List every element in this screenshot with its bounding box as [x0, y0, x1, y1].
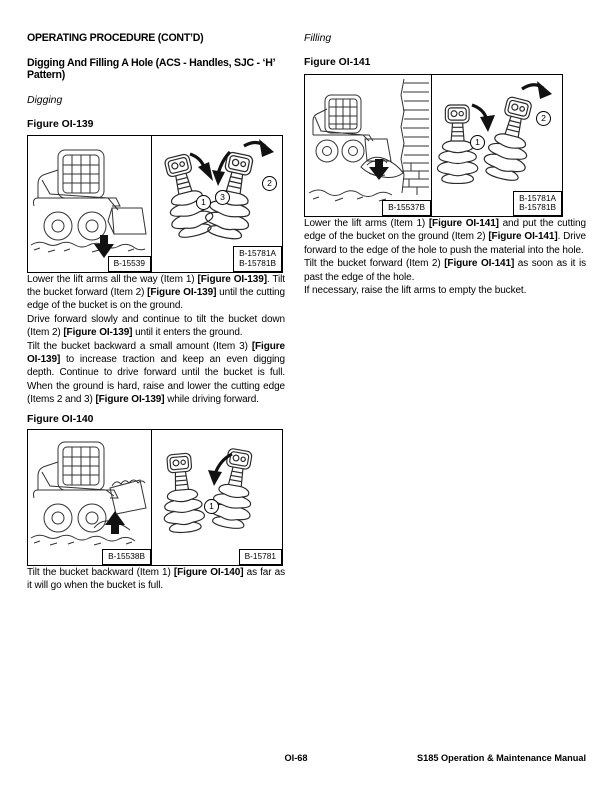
figure-oi140-joystick-panel [151, 430, 282, 565]
figure-oi139-title: Figure OI-139 [27, 118, 94, 130]
item-number-badge: 1 [196, 195, 211, 210]
manual-title: S185 Operation & Maintenance Manual [417, 753, 586, 763]
figure-oi140-title: Figure OI-140 [27, 413, 94, 425]
paragraph: Lower the lift arms (Item 1) [Figure OI-141] and put the cutting edge of the bucket on the ground (Item 2) [Figure OI-141]. Drive forward to the edge of the hole to push the material into the hole. [304, 218, 586, 256]
right-column [304, 0, 586, 297]
loader-filling-illustration [305, 75, 431, 213]
paragraph: Tilt the bucket backward a small amount (Item 3) [Figure OI-139] to increase traction and keep an even digging depth. Continue to drive forward until the bucket is full. When the ground is hard, raise and lower the cutting edge (Items 2 and 3) [Figure OI-139] while driving forward. [27, 340, 285, 406]
loader-full-bucket-illustration [28, 430, 151, 562]
item-number-badge: 1 [470, 135, 485, 150]
arrow-down-icon [94, 235, 114, 258]
figure-oi140-loader-panel [28, 430, 151, 565]
paragraph: If necessary, raise the lift arms to empty the bucket. [304, 285, 527, 297]
figure-oi140 [27, 429, 283, 566]
figure-oi139-joystick-panel [151, 136, 282, 272]
section-heading: OPERATING PROCEDURE (CONT’D) [27, 32, 204, 44]
figure-caption: B-15781A B-15781B [233, 246, 282, 271]
figure-oi141 [304, 74, 563, 217]
subsection-heading: Digging And Filling A Hole (ACS - Handles, SJC - ‘H’ Pattern) [27, 56, 275, 81]
digging-label: Digging [27, 94, 63, 106]
figure-oi141-loader-panel [305, 75, 431, 216]
joystick-illustration [152, 430, 282, 562]
item-number-badge: 2 [262, 176, 277, 191]
filling-label: Filling [304, 33, 332, 44]
figure-caption: B-15539 [108, 256, 151, 272]
paragraph: Tilt the bucket forward (Item 2) [Figure OI-141] as soon as it is past the edge of the hole. [304, 258, 586, 283]
paragraph: Lower the lift arms all the way (Item 1) [Figure OI-139]. Tilt the bucket forward (Item 2) [Figure OI-139] until the cutting edge of the bucket is on the ground. [27, 273, 285, 312]
figure-oi141-title: Figure OI-141 [304, 57, 371, 68]
page-number: OI-68 [284, 753, 308, 763]
paragraph: Drive forward slowly and continue to tilt the bucket down (Item 2) [Figure OI-139] until it enters the ground. [27, 313, 285, 339]
item-number-badge: 3 [215, 190, 230, 205]
figure-oi139-loader-panel [28, 136, 151, 272]
figure-oi141-joystick-panel [431, 75, 562, 216]
arrow-up-icon [105, 511, 125, 534]
figure-caption: B-15538B [102, 549, 151, 565]
item-number-badge: 1 [204, 499, 219, 514]
figure-caption: B-15537B [382, 200, 431, 216]
figure-oi139 [27, 135, 283, 273]
figure-caption: B-15781A B-15781B [513, 191, 562, 216]
loader-digging-illustration [28, 136, 151, 269]
item-number-badge: 2 [536, 111, 551, 126]
figure-caption: B-15781 [239, 549, 282, 565]
left-column [27, 0, 285, 592]
paragraph: Tilt the bucket backward (Item 1) [Figure OI-140] as far as it will go when the bucket is full. [27, 566, 285, 591]
curved-arrow-icon [208, 454, 232, 486]
